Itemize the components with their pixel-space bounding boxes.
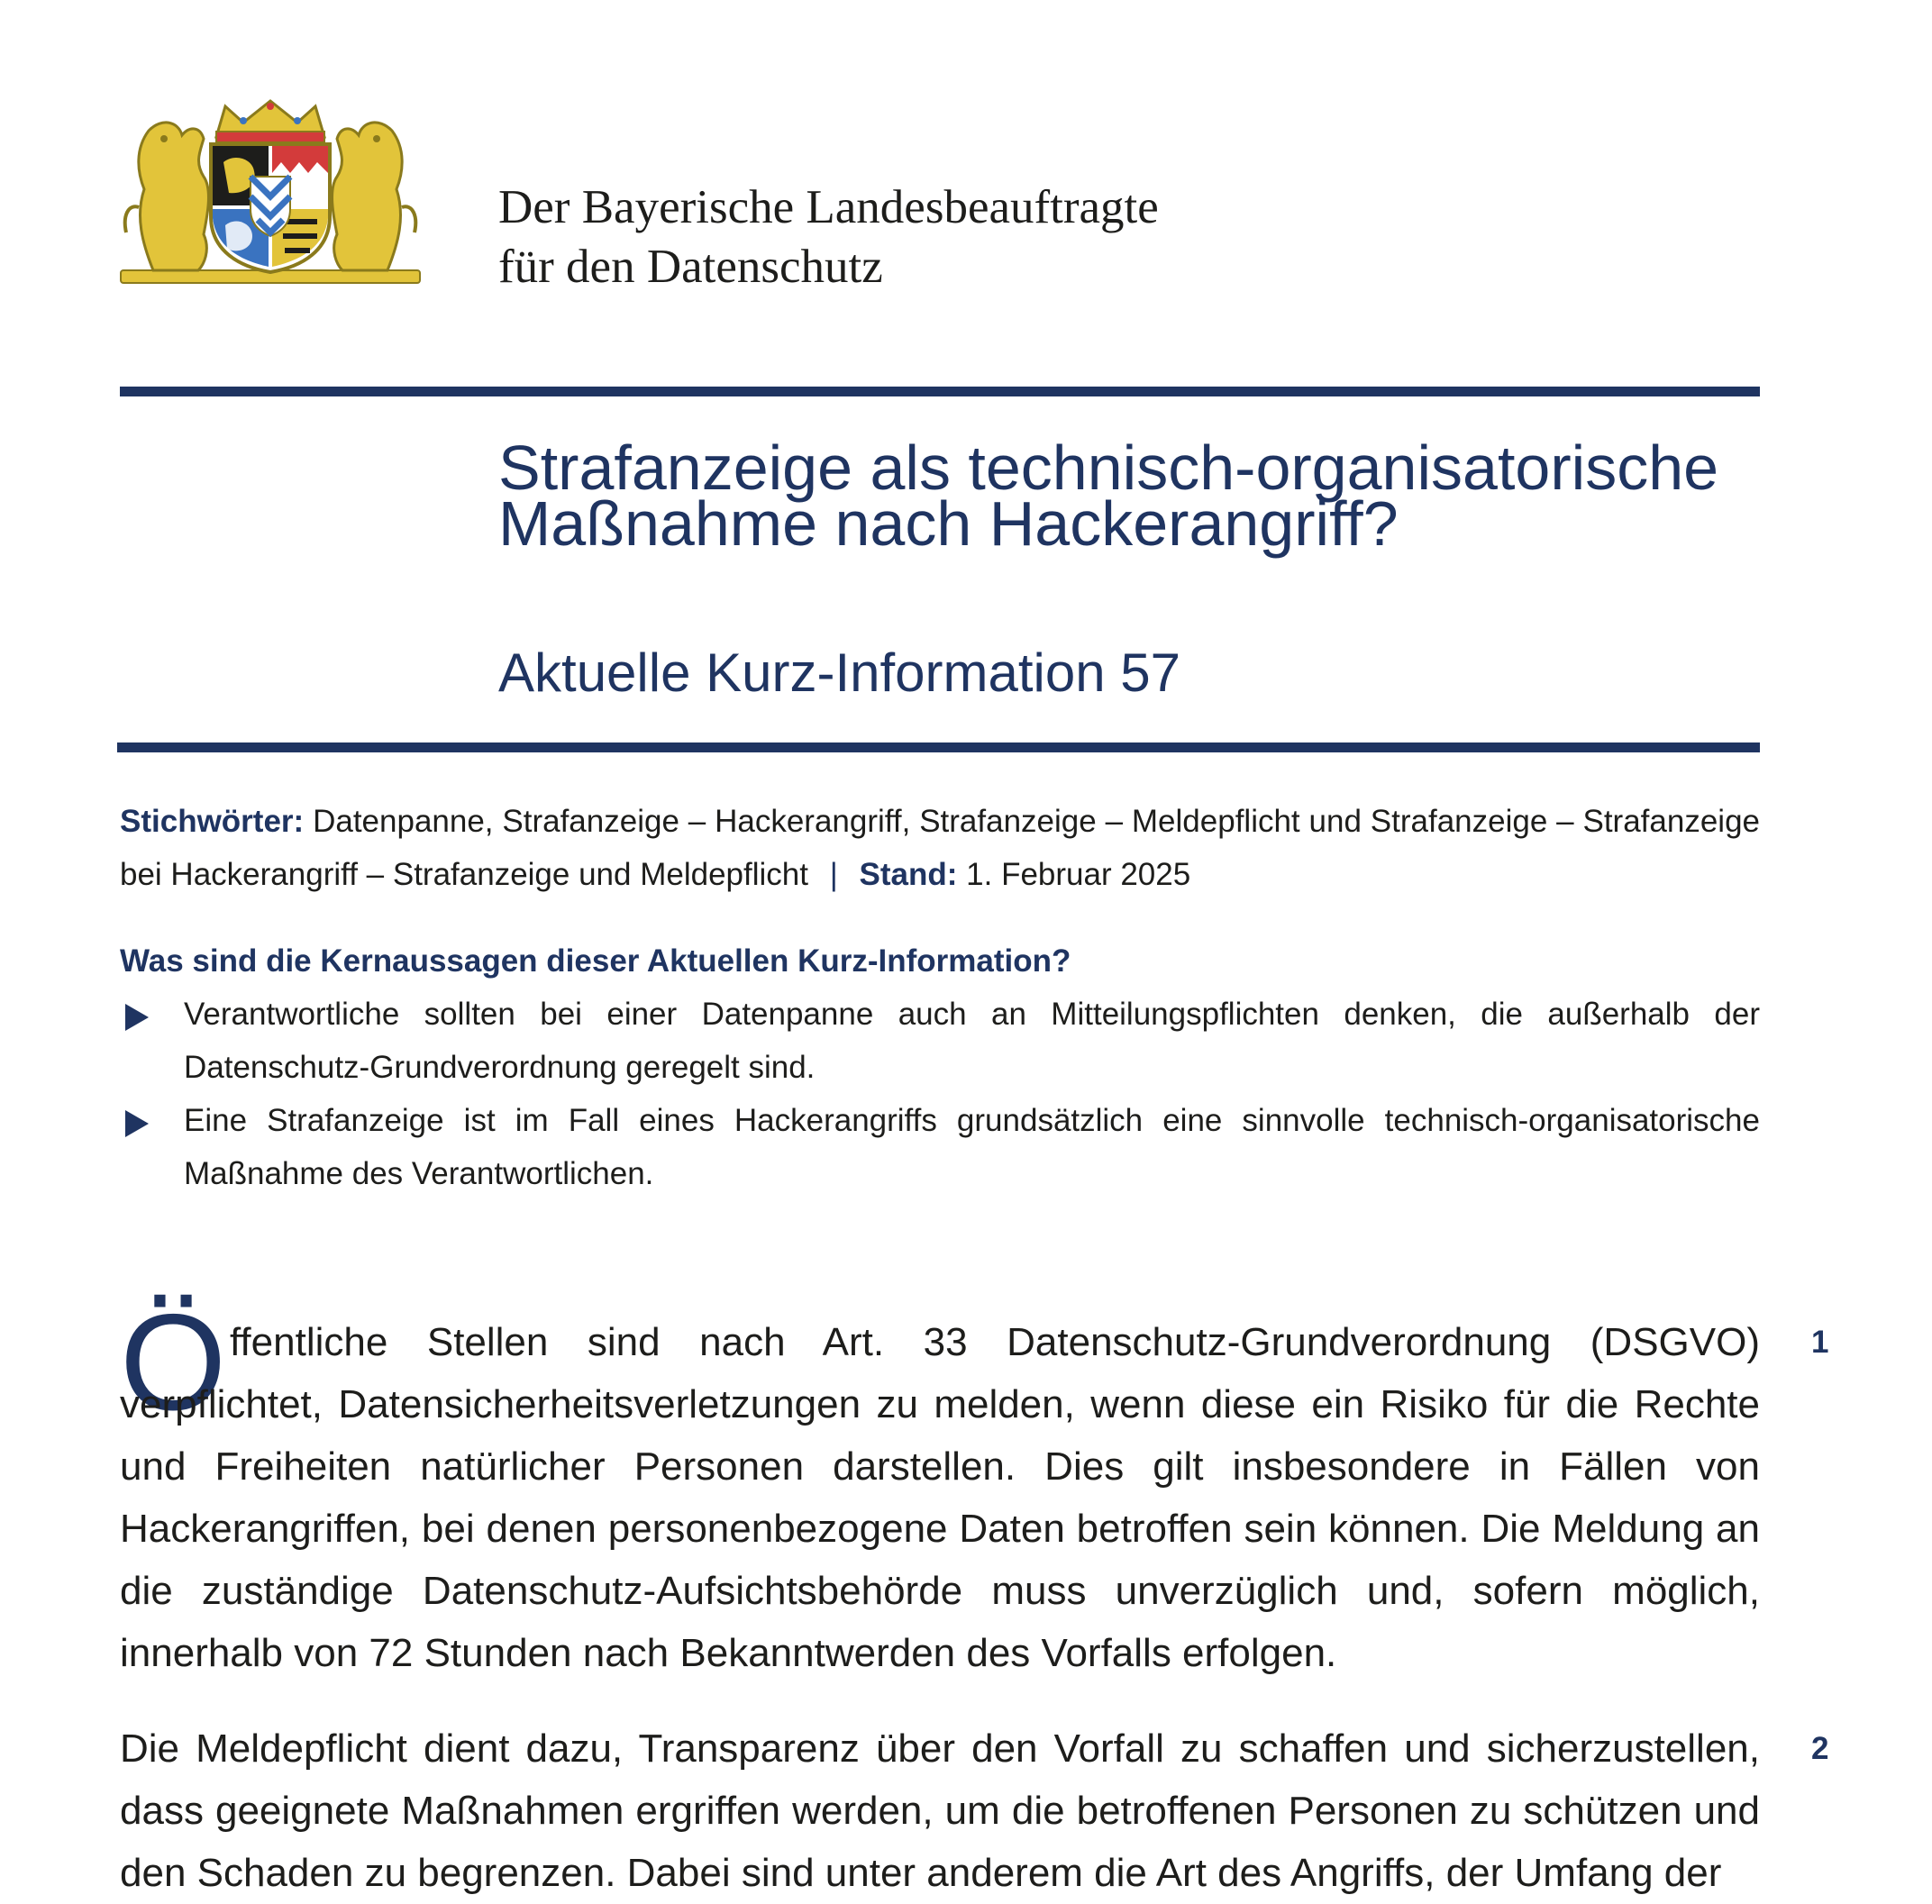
paragraph-1: ffentliche Stellen sind nach Art. 33 Datenschutz-Grundverordnung (DSGVO) verpflichtet, Datensicherheitsverletzungen zu melden, wenn diese ein Risiko für die Rechte und Freiheiten natürlicher Personen darstellen. Dies gilt insbesondere in Fällen von Hackerangriffen, bei denen personenbezogene Daten betroffen sein können. Die Meldung an die zuständige Datenschutz-Aufsichtsbehörde muss unverzüglich und, sofern möglich, innerhalb von 72 Stunden nach Bekanntwerden des Vorfalls erfolgen. [120,1320,1760,1675]
list-item [120,988,1760,1094]
stand-date: 1. Februar 2025 [966,857,1191,892]
dropcap-letter: Ö [120,1286,227,1439]
keywords-text: Datenpanne, Strafanzeige – Hackerangriff, Strafanzeige – Meldepflicht und Strafanzeige – Strafanzeige bei Hackerangriff – Strafanzeige und Meldepflicht [120,804,1761,892]
key-point-text: Eine Strafanzeige ist im Fall eines Hackerangriffs grundsätzlich eine sinnvolle technisch-organisatorische Maßnahme des Verantwortlichen. [184,1103,1760,1191]
meta-separator: | [829,857,838,892]
keywords-block [120,795,1760,901]
authority-name [498,178,1159,296]
authority-line-2: für den Datenschutz [498,241,883,293]
header-rule-bottom [117,742,1760,752]
stand-label: Stand: [859,857,958,892]
keywords-label: Stichwörter: [120,804,305,839]
paragraph-2: Die Meldepflicht dient dazu, Transparenz über den Vorfall zu schaffen und sicherzustellen, dass geeignete Maßnahmen ergriffen werden, um die betroffenen Personen zu schützen und den Schaden zu begrenzen. Dabei sind unter anderem die Art des Angriffs, der Umfang der [120,1726,1760,1895]
margin-number-2: 2 [1811,1731,1829,1766]
key-points-list [120,988,1760,1200]
page-title: Strafanzeige als technisch-organisatorische Maßnahme nach Hackerangriff? [498,433,1719,559]
list-item [120,1094,1760,1200]
header-rule-top [120,387,1760,396]
authority-line-1: Der Bayerische Landesbeauftragte [498,181,1159,233]
key-points-heading: Was sind die Kernaussagen dieser Aktuellen Kurz-Information? [120,943,1071,979]
triangle-right-icon [125,1004,149,1031]
page-subtitle: Aktuelle Kurz-Information 57 [498,642,1181,703]
bavarian-coat-of-arms-icon [117,99,424,288]
margin-number-1: 1 [1811,1325,1829,1360]
key-point-text: Verantwortliche sollten bei einer Datenpanne auch an Mitteilungspflichten denken, die außerhalb der Datenschutz-Grundverordnung geregelt sind. [184,997,1760,1085]
triangle-right-icon [125,1110,149,1137]
